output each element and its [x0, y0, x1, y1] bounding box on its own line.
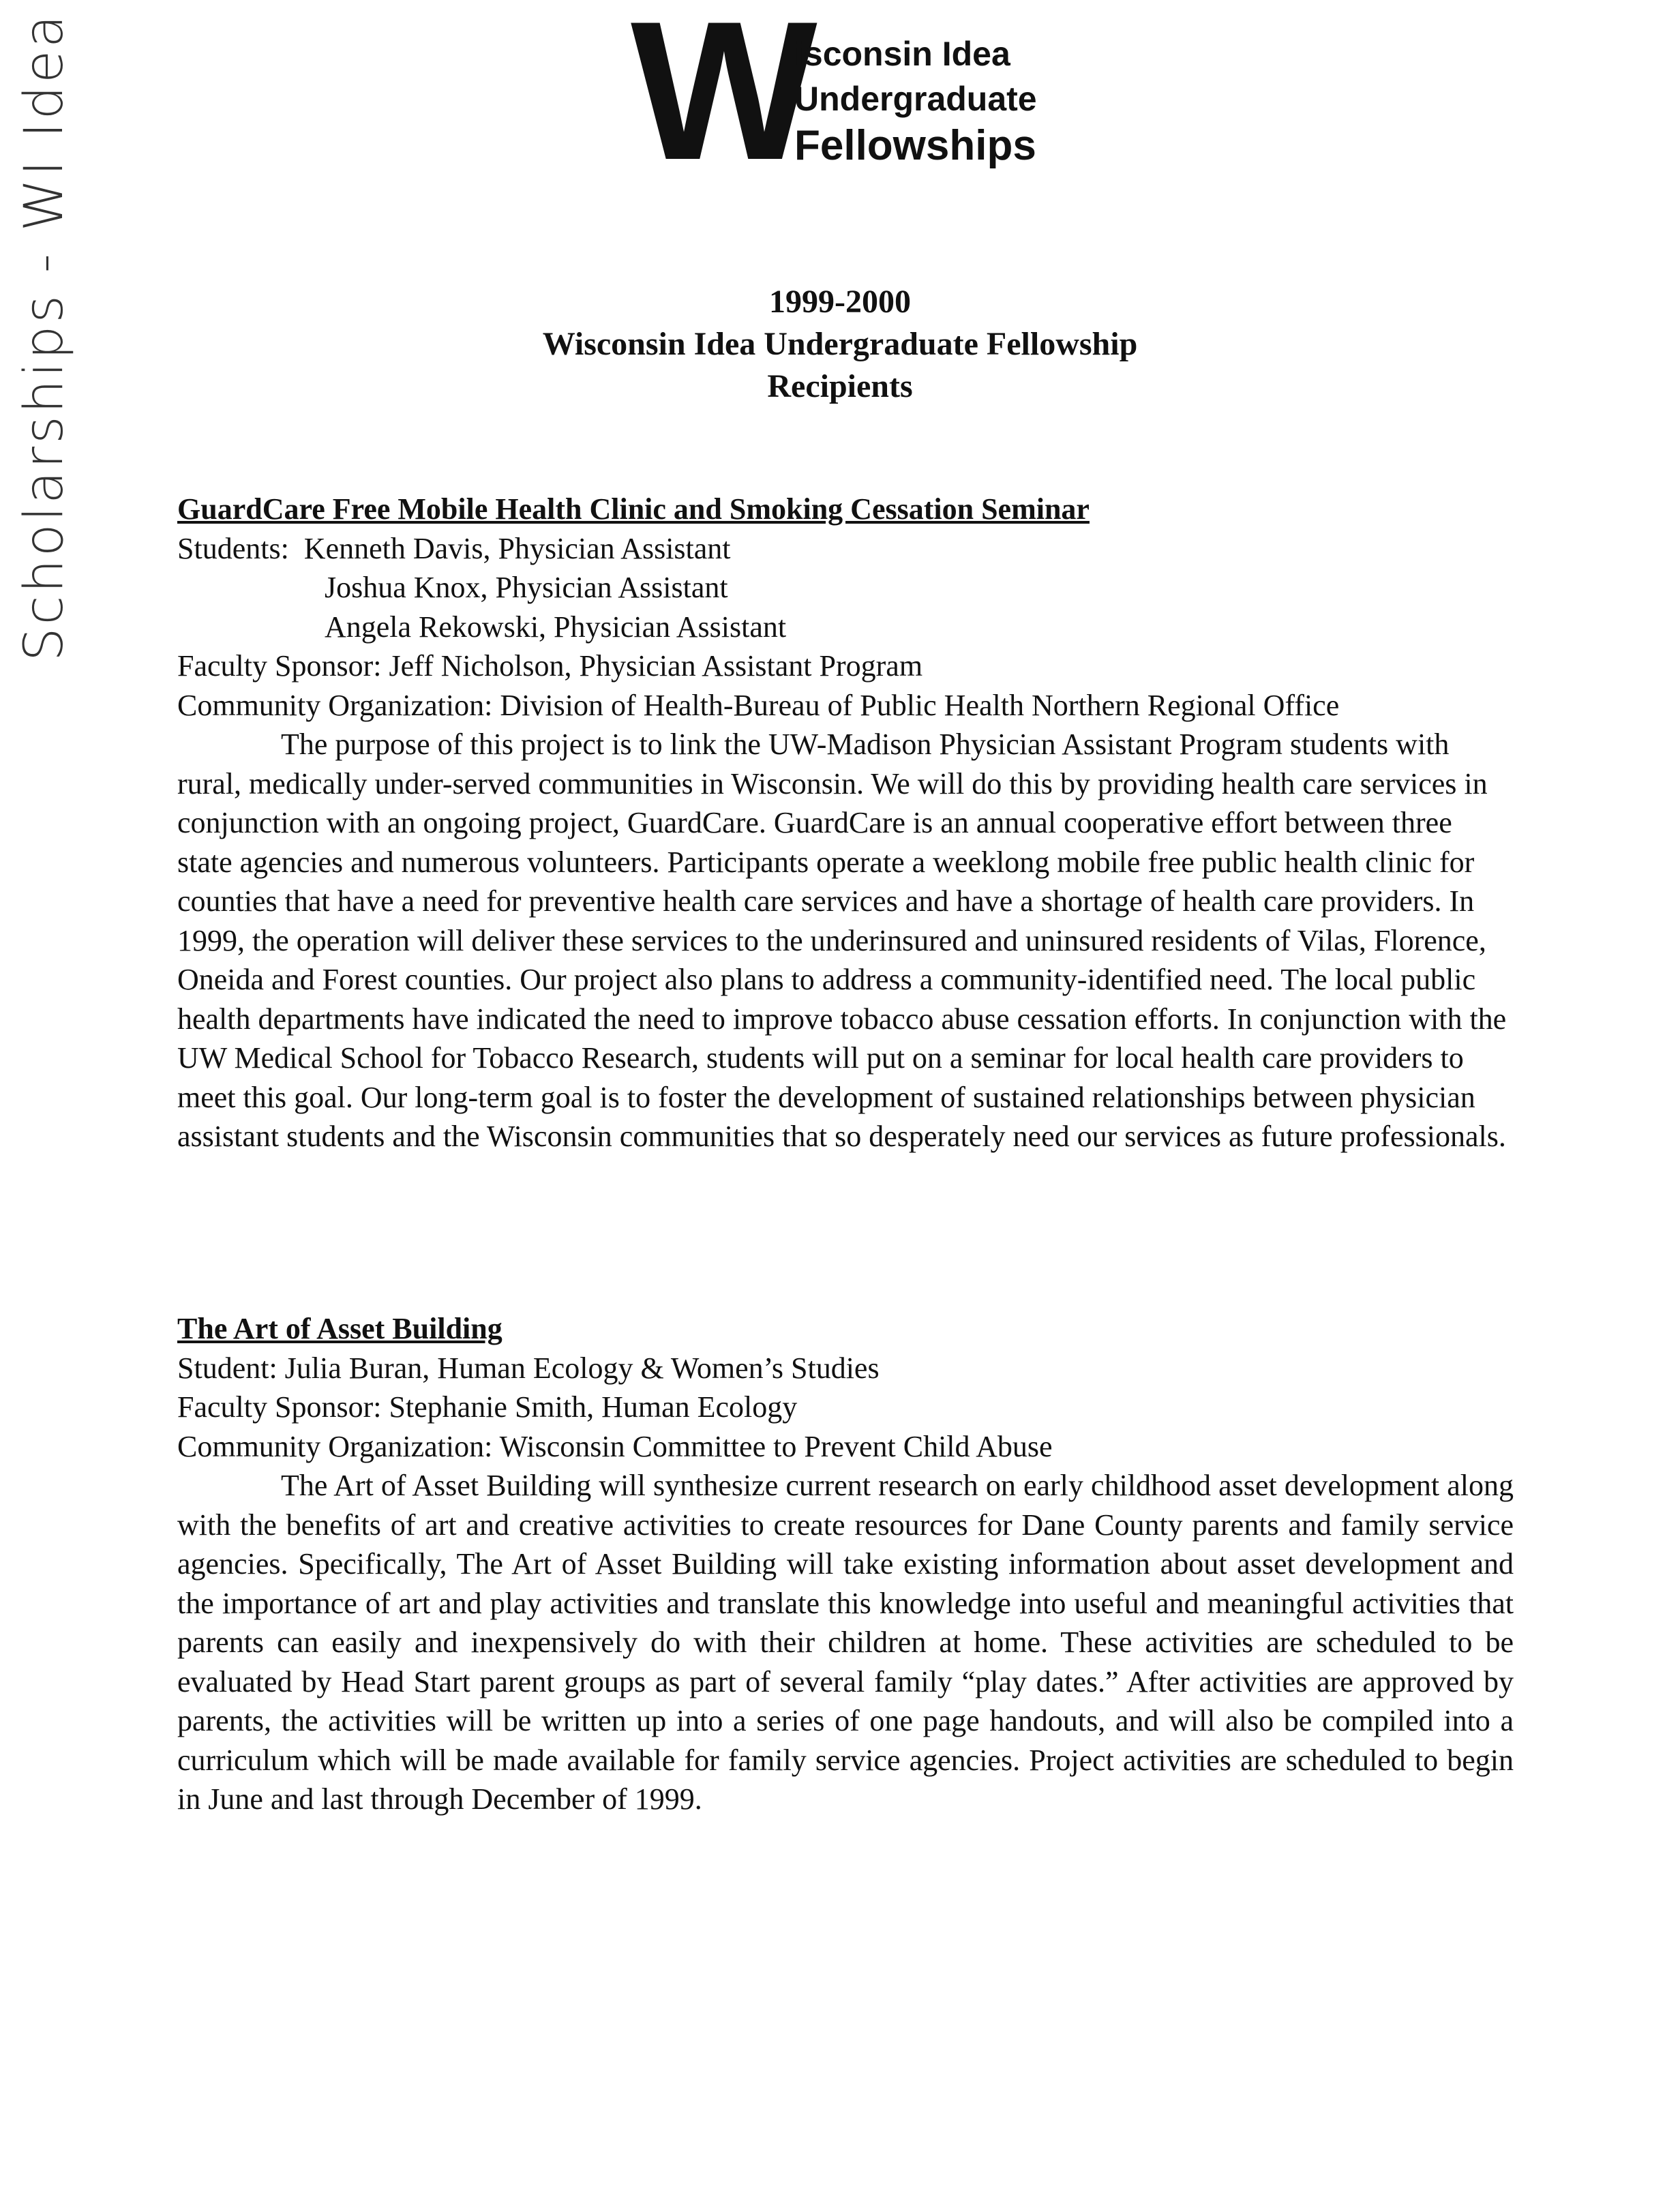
- student-name: Kenneth Davis, Physician Assistant: [303, 531, 731, 565]
- students-label: Students:: [177, 531, 289, 565]
- community-organization: Community Organization: Wisconsin Committee to Prevent Child Abuse: [177, 1429, 1053, 1463]
- logo-text: [794, 31, 1037, 170]
- project-title: The Art of Asset Building: [177, 1312, 502, 1345]
- student-name: Angela Rekowski, Physician Assistant: [325, 610, 787, 644]
- logo-line-1: isconsin Idea: [794, 35, 1010, 73]
- student-line: Student: Julia Buran, Human Ecology & Women’s Studies: [177, 1351, 880, 1385]
- project-guardcare: [177, 490, 1514, 1156]
- project-art-of-asset-building: [177, 1309, 1514, 1819]
- faculty-sponsor: Faculty Sponsor: Stephanie Smith, Human Ecology: [177, 1390, 798, 1424]
- logo-letter: W: [631, 0, 811, 201]
- logo-line-3: Fellowships: [794, 122, 1036, 169]
- handwritten-margin-note: Scholarships - WI Idea: [14, 12, 75, 661]
- fellowship-logo: [631, 0, 1053, 201]
- student-name: Joshua Knox, Physician Assistant: [325, 571, 728, 604]
- community-organization: Community Organization: Division of Health-Bureau of Public Health Northern Regional Office: [177, 688, 1340, 722]
- faculty-sponsor: Faculty Sponsor: Jeff Nicholson, Physician Assistant Program: [177, 649, 923, 683]
- project-title: GuardCare Free Mobile Health Clinic and Smoking Cessation Seminar: [177, 492, 1090, 526]
- heading-years: 1999-2000: [769, 284, 911, 320]
- students-line: [177, 529, 1514, 569]
- heading-subtitle: Recipients: [767, 368, 913, 404]
- page-heading: [0, 281, 1680, 408]
- heading-title: Wisconsin Idea Undergraduate Fellowship: [542, 326, 1138, 362]
- project-description: The purpose of this project is to link the UW-Madison Physician Assistant Program students with rural, medically under-served communities in Wisconsin. We will do this by providing health care services in conjunction with an ongoing project, GuardCare. GuardCare is an annual cooperative effort between three state agencies and numerous volunteers. Participants operate a weeklong mobile free public health clinic for counties that have a need for preventive health care services and have a shortage of health care providers. In 1999, the operation will deliver these services to the underinsured and uninsured residents of Vilas, Florence, Oneida and Forest counties. Our project also plans to address a community-identified need. The local public health departments have indicated the need to improve tobacco abuse cessation efforts. In conjunction with the UW Medical School for Tobacco Research, students will put on a seminar for local health care providers to meet this goal. Our long-term goal is to foster the development of sustained relationships between physician assistant students and the Wisconsin communities that so desperately need our services as future professionals.: [177, 728, 1507, 1153]
- logo-line-2: Undergraduate: [794, 80, 1037, 118]
- project-description: The Art of Asset Building will synthesize current research on early childhood asset development along with the benefits of art and creative activities to create resources for Dane County parents and family service agencies. Specifically, The Art of Asset Building will take existing information about asset development and the importance of art and play activities and translate this knowledge into useful and meaningful activities that parents can easily and inexpensively do with their children at home. These activities are scheduled to be evaluated by Head Start parent groups as part of several family “play dates.” After activities are approved by parents, the activities will be written up into a series of one page handouts, and will also be compiled into a curriculum which will be made available for family service agencies. Project activities are scheduled to begin in June and last through December of 1999.: [177, 1469, 1514, 1816]
